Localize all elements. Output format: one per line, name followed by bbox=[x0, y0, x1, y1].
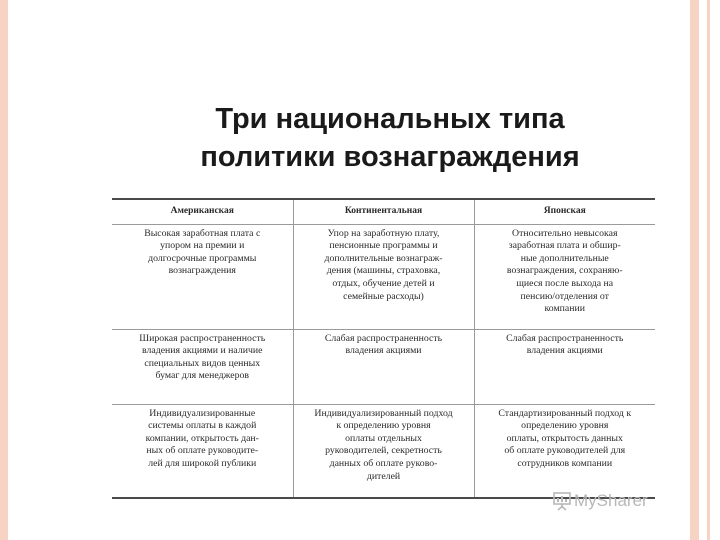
table-cell bbox=[293, 329, 474, 404]
cell-text: Относительно невысокая заработная плата и обшир- ные дополнительные вознаграждения, сохраняю- щиеся после выхода на пенсию/отделения от компании bbox=[506, 227, 623, 315]
table-cell bbox=[293, 404, 474, 498]
policy-types-table bbox=[112, 198, 655, 499]
cell-text: Стандартизированный подход к определению уровня оплаты, открытость данных об оплате руководителей для сотрудников компании bbox=[498, 407, 632, 469]
slide-title-line-2: политики вознаграждения bbox=[200, 141, 580, 173]
cell-text: Индивидуализированные системы оплаты в каждой компании, открытость дан- ных об оплате руководите- лей для широкой публики bbox=[145, 407, 259, 469]
column-header-american: Американская bbox=[112, 199, 293, 224]
table-header-row bbox=[112, 199, 655, 224]
table-row bbox=[112, 404, 655, 498]
slide-title bbox=[100, 100, 680, 176]
cell-text: Широкая распространенность владения акциями и наличие специальных видов ценных бумаг для менеджеров bbox=[139, 332, 266, 382]
cell-text: Индивидуализированный подход к определению уровня оплаты отдельных руководителей, секретность данных об оплате руково- дителей bbox=[314, 407, 453, 482]
table-cell bbox=[474, 404, 655, 498]
slide-title-line-1: Три национальных типа bbox=[215, 103, 565, 135]
cell-text: Слабая распространенность владения акциями bbox=[506, 332, 624, 357]
cell-text: Упор на заработную плату, пенсионные программы и дополнительные вознаграж- дения (машины, страховка, отдых, обучение детей и семейные расходы) bbox=[324, 227, 443, 302]
watermark-text: MySharer bbox=[574, 491, 648, 510]
table-row bbox=[112, 224, 655, 329]
table-cell bbox=[112, 329, 293, 404]
table-cell bbox=[112, 224, 293, 329]
table-cell bbox=[474, 329, 655, 404]
cell-text: Слабая распространенность владения акциями bbox=[324, 332, 443, 357]
table-cell bbox=[293, 224, 474, 329]
cell-text: Высокая заработная плата с упором на премии и долгосрочные программы вознаграждения bbox=[144, 227, 261, 277]
column-header-japanese: Японская bbox=[474, 199, 655, 224]
slide-right-border bbox=[690, 0, 720, 540]
column-header-continental: Континентальная bbox=[293, 199, 474, 224]
watermark bbox=[552, 490, 648, 512]
table-row bbox=[112, 329, 655, 404]
presentation-board-icon bbox=[552, 491, 572, 511]
table-cell bbox=[474, 224, 655, 329]
slide-left-border bbox=[0, 0, 8, 540]
table-cell bbox=[112, 404, 293, 498]
